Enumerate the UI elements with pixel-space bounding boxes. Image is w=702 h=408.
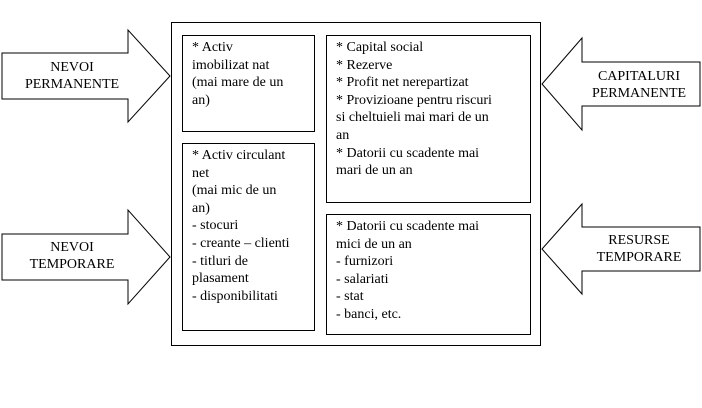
box-line: * Rezerve (336, 57, 393, 73)
box-line: - stat (336, 289, 364, 305)
label-line: TEMPORARE (596, 250, 682, 265)
label-resurse-temporare (578, 232, 700, 266)
box-line: si cheltuieli mai mari de un (336, 110, 489, 126)
box-line: * Provizioane pentru riscuri (336, 92, 492, 108)
label-line: CAPITALURI (597, 69, 681, 84)
box-line: * Capital social (336, 40, 424, 55)
box-capitaluri (326, 35, 531, 203)
box-line: an (336, 127, 350, 143)
box-line: - creante – clienti (192, 235, 290, 251)
box-line: - furnizori (336, 254, 394, 270)
box-activ-circulant (182, 143, 315, 331)
box-line: * Datorii cu scadente mai (336, 219, 480, 234)
label-line: RESURSE (608, 233, 670, 248)
label-line: NEVOI (50, 60, 94, 75)
box-line: - titluri de (192, 253, 248, 269)
box-line: mici de un an (336, 236, 412, 252)
box-line: imobilizat nat (192, 57, 270, 73)
box-line: * Activ (192, 40, 233, 55)
label-line: TEMPORARE (29, 257, 115, 272)
box-line: plasament (192, 271, 249, 287)
box-line: (mai mare de un (192, 75, 284, 91)
box-datorii-termen-scurt (326, 214, 531, 335)
box-line: mari de un an (336, 163, 413, 179)
label-line: PERMANENTE (24, 77, 120, 92)
box-line: - disponibilitati (192, 288, 278, 304)
label-nevoi-temporare (12, 239, 132, 273)
box-activ-imobilizat (182, 35, 315, 132)
box-line: * Datorii cu scadente mai (336, 145, 480, 161)
label-nevoi-permanente (12, 59, 132, 93)
box-line: - stocuri (192, 218, 239, 234)
box-line: - salariati (336, 271, 389, 287)
box-line: net (192, 165, 210, 181)
label-line: NEVOI (50, 240, 94, 255)
box-line: (mai mic de un (192, 183, 277, 199)
label-capitaluri-permanente (578, 68, 700, 102)
box-line: an) (192, 92, 210, 108)
box-line: * Activ circulant (192, 148, 286, 163)
box-line: * Profit net nerepartizat (336, 75, 469, 91)
box-line: an) (192, 200, 210, 216)
label-line: PERMANENTE (591, 86, 687, 101)
box-line: - banci, etc. (336, 306, 402, 322)
